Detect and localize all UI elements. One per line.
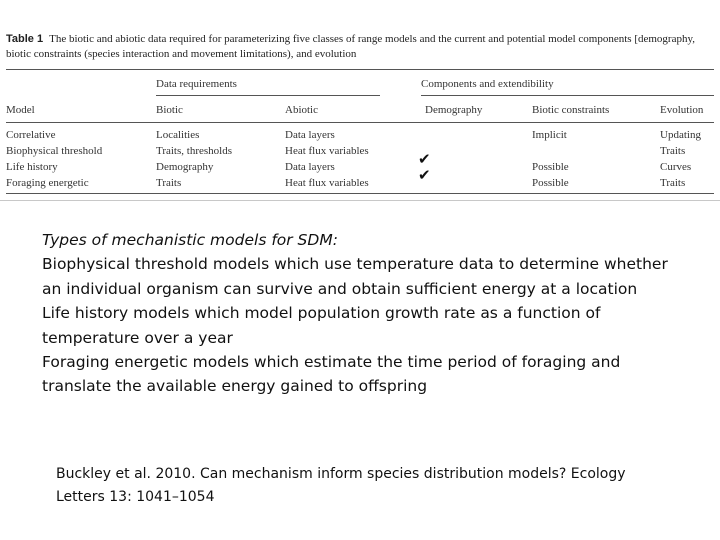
- group-header-data-requirements: Data requirements: [156, 78, 237, 90]
- biotic-constraints-column: [532, 127, 569, 191]
- table-cell: Demography: [156, 161, 214, 173]
- table-cell: Heat flux variables: [285, 177, 369, 189]
- table-cell: [532, 143, 569, 159]
- col-header-biotic-constraints: Biotic constraints: [532, 104, 610, 116]
- col-header-model: Model: [6, 104, 35, 116]
- table-caption: [6, 32, 716, 62]
- check-icon: ✔: [418, 150, 431, 168]
- abiotic-column: [285, 127, 369, 191]
- table-cell: Traits: [660, 145, 686, 157]
- notes-heading: Types of mechanistic models for SDM:: [42, 231, 338, 249]
- table-cell: Data layers: [285, 161, 335, 173]
- table-cell: Traits: [156, 177, 182, 189]
- group-rule-data: [156, 95, 380, 96]
- table-cell: Biophysical threshold: [6, 145, 103, 157]
- check-icon: ✔: [418, 166, 431, 184]
- top-rule: [6, 69, 714, 70]
- evolution-column: [660, 127, 701, 191]
- table-cell: Implicit: [532, 129, 567, 141]
- biotic-column: [156, 127, 232, 191]
- header-rule: [6, 122, 714, 123]
- notes-block: [42, 228, 682, 399]
- table-figure: [0, 0, 720, 201]
- table-cell: Traits: [660, 177, 686, 189]
- table-cell: Possible: [532, 161, 569, 173]
- table-cell: Updating: [660, 129, 701, 141]
- citation: Buckley et al. 2010. Can mechanism inform species distribution models? Ecology Letters 13: 1041–1054: [56, 466, 626, 505]
- table-cell: Possible: [532, 177, 569, 189]
- table-label: Table 1: [6, 33, 44, 45]
- bottom-rule: [6, 193, 714, 194]
- col-header-abiotic: Abiotic: [285, 104, 318, 116]
- note-line: Foraging energetic models which estimate the time period of foraging and translate the available energy gained to offspring: [42, 353, 621, 396]
- table-cell: Curves: [660, 161, 692, 173]
- note-line: Biophysical threshold models which use temperature data to determine whether an individual organism can survive and obtain sufficient energy at a location: [42, 255, 668, 298]
- table-cell: Foraging energetic: [6, 177, 89, 189]
- col-header-biotic: Biotic: [156, 104, 183, 116]
- table-cell: Traits, thresholds: [156, 145, 232, 157]
- table-cell: Correlative: [6, 129, 56, 141]
- col-header-demography: Demography: [425, 104, 483, 116]
- table-caption-text: The biotic and abiotic data required for parameterizing five classes of range models and the current and potential model components [demography, biotic constraints (species interaction and movement limitations), and evolution: [6, 33, 696, 60]
- table-cell: Life history: [6, 161, 58, 173]
- col-header-evolution: Evolution: [660, 104, 704, 116]
- table-cell: Data layers: [285, 129, 335, 141]
- note-line: Life history models which model population growth rate as a function of temperature over a year: [42, 304, 601, 347]
- group-rule-components: [421, 95, 714, 96]
- model-column: [6, 127, 102, 191]
- group-header-components: Components and extendibility: [421, 78, 554, 90]
- table-cell: Localities: [156, 129, 200, 141]
- table-cell: Heat flux variables: [285, 145, 369, 157]
